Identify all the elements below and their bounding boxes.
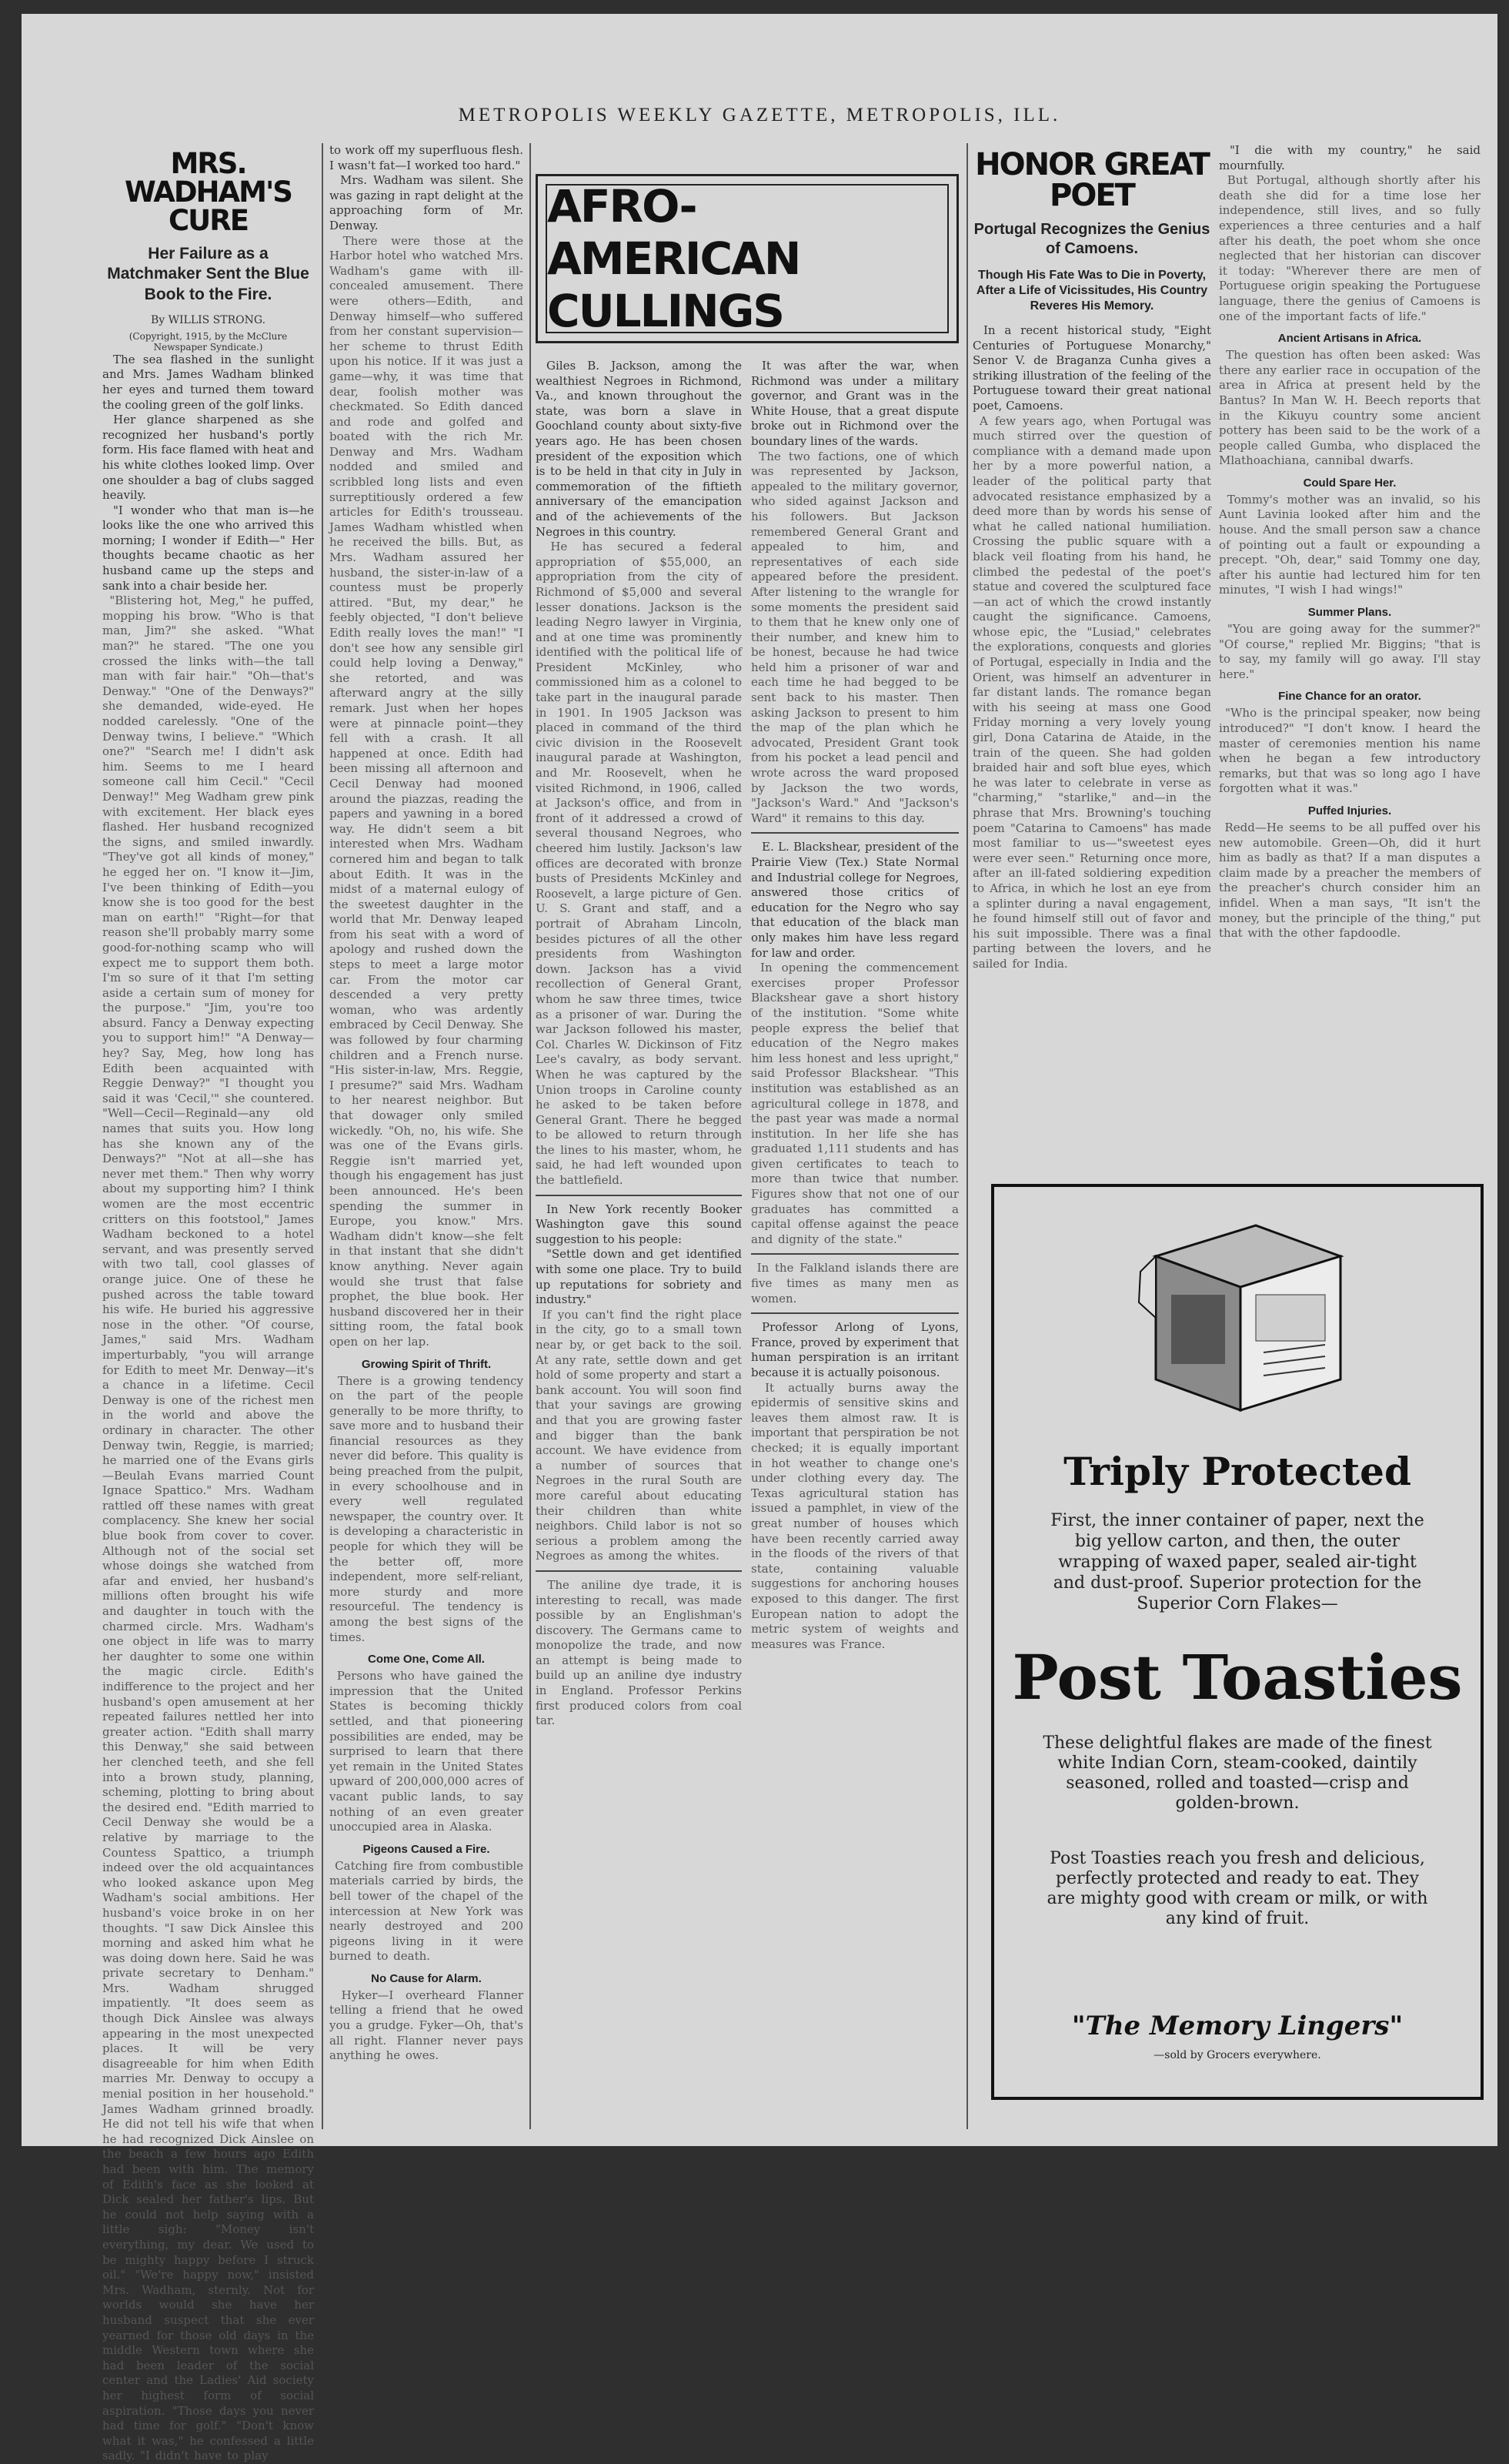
subhead: Come One, Come All.	[368, 1653, 485, 1667]
subhead: Ancient Artisans in Africa.	[1277, 332, 1422, 346]
article-paragraph: "Settle down and get identified with some one place. Try to build up reputations for sobriety and industry."	[536, 1247, 742, 1307]
divider	[751, 1312, 959, 1314]
subhead: Could Spare Her.	[1303, 476, 1397, 490]
article-text-continued: He has secured a federal appropriation of $55,000, an appropriation from the city of Richmond of $5,000 and several lesser donations. Jackson is the leading Negro lawyer in Virginia, and at one time was prominently identified with the political life of President McKinley, who commissioned him as a colonel to take part in the inaugural parade in 1901. In 1905 Jackson was placed in command of the third civic division in the Roosevelt inaugural parade at Washington, and Mr. Roosevelt, when he visited Richmond, in 1906, called at Jackson's office, and from in front of it addressed a crowd of several thousand Negroes, who cheered him lustily. Jackson's law offices are decorated with bronze busts of Presidents McKinley and Roosevelt, a large picture of Gen. U. S. Grant and staff, and a portrait of Abraham Lincoln, besides pictures of all the other presidents from Washington down. Jackson has a vivid recollection of General Grant, whom he saw three times, twice as a prisoner of war. During the war Jackson followed his master, Col. Charles W. Dickinson of Fitz Lee's cavalry, as body servant. When he was captured by the Union troops in Caroline county he asked to be taken before General Grant. There he begged to be allowed to return through the lines to his master, whom, he said, he had left wounded upon the battlefield.	[536, 540, 742, 1188]
article-text: Catching fire from combustible materials carried by birds, the bell tower of the chapel of the intercession at New York was nearly destroyed and 200 pigeons living in it were burned to death.	[329, 1858, 523, 1964]
article-text-continued: But Portugal, although shortly after his death she did for a time lose her independence, still lives, and so fully experiences a three centuries and a half after his death, the poet whom she once neglected that her historian can discover it today: "Wherever there are men of Portuguese origin speaking the Portuguese language, there the genius of Camoens is one of the important facts of life."	[1219, 173, 1481, 323]
byline: By WILLIS STRONG.	[150, 313, 266, 326]
article-paragraph: to work off my superfluous flesh. I wasn't fat—I worked too hard."	[329, 143, 523, 172]
subhead: Fine Chance for an orator.	[1278, 690, 1421, 704]
article-text-continued: "Blistering hot, Meg," he puffed, mopping his brow. "Who is that man, Jim?" she asked. "What man?" he stared. "The one you crossed the links with—the tall man with fair hair." "Oh—that's Denway." "One of the Denways?" she demanded, wide-eyed. He nodded carelessly. "One of the Denway twins, I believe." "Which one?" "Search me! I didn't ask him. Seems to me I heard someone call him Cecil." "Cecil Denway!" Meg Wadham grew pink with excitement. Her black eyes flashed. Her husband recognized the signs, and smiled inwardly. "They've got all kinds of money," he egged her on. "I know it—Jim, I've been thinking of Edith—you know she is too good for the best man on earth!" "Right—for that reason she'll probably marry some good-for-nothing scamp who will expect me to support them both. I'm so sure of it that I'm setting aside a certain sum of money for the purpose." "Jim, you're too absurd. Fancy a Denway expecting you to support him!" "A Denway—hey? Say, Meg, how long has Edith been acquainted with Reggie Denway?" "I thought you said it was 'Cecil,'" she countered. "Well—Cecil—Reginald—any old names that suits you. How long has she known any of the Denways?" "Not at all—she has never met them." Then why worry about my supporting him? I think women are the most eccentric critters on this footstool," James Wadham beckoned to a hotel servant, and was presently served with two tall, cool glasses of orange juice. One of these he pushed across the table toward his wife. He buried his aggressive nose in the other. "Of course, James," said Mrs. Wadham imperturbably, "you will arrange for Edith to meet Mr. Denway—it's a chance in a lifetime. Cecil Denway is one of the richest men in the world and above the ordinary in character. The other Denway twin, Reggie, is married; he married one of the Evans girls—Beulah Evans married Count Ignace Spattico." Mrs. Wadham rattled off these names with great complacency. She knew her social blue book from cover to cover. Although not of the social set whose doings she watched from afar and envied, her husband's millions often brought his wife and daughter in touch with the charmed circle. Mrs. Wadham's one object in life was to marry her daughter to some one within the magic circle. Edith's indifference to the project and her husband's open amusement at her repeated failures nettled her into greater action. "Edith shall marry this Denway," she said between her clenched teeth, and she fell into a brown study, planning, scheming, plotting to bring about the desired end. "Edith married to Cecil Denway she would be a relative by marriage to the Countess Spattico, a triumph indeed over the old acquaintances who looked askance upon Meg Wadham's social ambitions. Her husband's voice broke in on her thoughts. "I saw Dick Ainslee this morning and asked him what he was doing down here. Said he was private secretary to Denham." Mrs. Wadham shrugged impatiently. "It does seem as though Dick Ainslee was always appearing in the most unexpected places. It will be very disagreeable for him when Edith marries Mr. Denway to occupy a menial position in her household." James Wadham grinned broadly. He did not tell his wife that when he had recognized Dick Ainslee on the beach a few hours ago Edith had been with him. The memory of Edith's face as she looked at Dick sealed her father's lips. But he could not help saying with a little sigh: "Money isn't everything, my dear. We used to be mighty happy before I struck oil." "We're happy now," insisted Mrs. Wadham, sternly. Not for worlds would she have her husband suspect that she ever yearned for those old days in the middle Western town where she had been leader of the social center and the Ladies' Aid society her highest form of social aspiration. "Those days you never had time for golf." "Don't know what it was," he confessed a little sadly. "I didn't have to play	[102, 593, 314, 2463]
divider	[751, 832, 959, 834]
deck: Portugal Recognizes the Genius of Camoens.	[973, 221, 1210, 257]
column-6	[1219, 143, 1481, 1175]
post-toasties-advertisement	[991, 1184, 1484, 2100]
headline-mrs-wadhams-cure: MRS. WADHAM'S CURE	[125, 147, 292, 237]
copyright-line: (Copyright, 1915, by the McClure Newspaper Syndicate.)	[129, 330, 288, 353]
ad-body-2: These delightful flakes are made of the finest white Indian Corn, steam-cooked, daintily seasoned, rolled and toasted—crisp and golden-brown.	[1043, 1733, 1432, 1813]
article-text-continued: It actually burns away the epidermis of sensitive skins and leaves them almost raw. It is important that perspiration be not checked; it is equally important in hot weather to change one's under clothing every day. The Texas agricultural station has issued a pamphlet, in view of the great number of houses which have been recently carried away in the floods of the rivers of that state, containing valuable suggestions for anchoring houses exposed to this danger. The first European nation to adopt the metric system of weights and measures was France.	[751, 1380, 959, 1651]
article-text-continued: There were those at the Harbor hotel who watched Mrs. Wadham's game with ill-concealed amusement. There were others—Edith, and Denway himself—who suffered from her constant supervision—her scheme to thrust Edith upon his notice. If it was just a game—why, it was time that dear, foolish mother was checkmated. So Edith danced and rode and golfed and boated with the rich Mr. Denway and Mrs. Wadham nodded and smiled and scribbled long lists and even surreptitiously ordered a few articles for Edith's trousseau. James Wadham whistled when he received the bills. But, as Mrs. Wadham assured her husband, the sister-in-law of a countess must be properly attired. "But, my dear," he feebly objected, "I don't believe Edith really loves the man!" "I don't see how any sensible girl could help loving a Denway," she retorted, and was afterward angry at the silly remark. Just when her hopes were at pinnacle point—they fell with a crash. It all happened at once. Edith had been missing all afternoon and Cecil Denway had mooned around the piazzas, reading the papers and yawning in a bored way. He didn't seem a bit interested when Mrs. Wadham cornered him and began to talk about Edith. It was in the midst of a maternal eulogy of the sweetest daughter in the world that Mr. Denway leaped from his seat with a word of apology and rushed down the steps to meet a large motor car. From the motor car descended a very pretty woman, who was ardently embraced by Cecil Denway. She was followed by four charming children and a French nurse. "His sister-in-law, Mrs. Reggie, I presume?" said Mrs. Wadham to her nearest neighbor. But that dowager only smiled wickedly. "Oh, no, his wife. She was one of the Evans girls. Reggie isn't married yet, though his engagement has just been announced. He's been spending the summer in Europe, you know." Mrs. Wadham didn't know—she felt in that instant that she didn't know anything. Never again would she trust that false prophet, the blue book. Her husband discovered her in their sitting room, the fatal book open on her lap.	[329, 233, 523, 1349]
column-3	[536, 359, 742, 2129]
article-text: The aniline dye trade, it is interesting to recall, was made possible by an Englishman's discovery. The Germans came to monopolize the trade, and now an attempt is being made to build up an aniline dye industry in England. Professor Perkins first produced colors from coal tar.	[536, 1577, 742, 1728]
headline-afro-american-cullings: AFRO-AMERICAN CULLINGS	[547, 180, 800, 337]
column-rule	[529, 143, 531, 2129]
divider	[536, 1570, 742, 1572]
article-paragraph: "I wonder who that man is—he looks like the one who arrived this morning; I wonder if Edith—" Her thoughts became chaotic as her husband came up the steps and sank into a chair beside her.	[102, 503, 314, 593]
article-paragraph: It was after the war, when Richmond was under a military governor, and Grant was in the White House, that a great dispute broke out in Richmond over the boundary lines of the wards.	[751, 359, 959, 448]
column-rule	[966, 143, 968, 2129]
divider	[751, 1253, 959, 1255]
article-text: Tommy's mother was an invalid, so his Aunt Lavinia looked after him and the house. And the small person saw a chance of pointing out a fault or expounding a precept. "Oh, dear," said Tommy one day, after his auntie had lectured him for ten minutes, "I wish I had wings!"	[1219, 492, 1481, 597]
article-paragraph: Mrs. Wadham was silent. She was gazing in rapt delight at the approaching form of Mr. Denway.	[329, 173, 523, 232]
subhead: Summer Plans.	[1307, 606, 1392, 620]
divider	[536, 1195, 742, 1196]
article-text-continued: A few years ago, when Portugal was much stirred over the question of compliance with a demand made upon her by a more powerful nation, a leader of the political party that advocated resistance emphasized by a deed more than by words his sense of what he called national humiliation. Crossing the public square with a black veil floating from his hand, he climbed the pedestal of the poet's statue and covered the sculptured face—an act of which the crowd instantly caught the significance. Camoens, whose epic, the "Lusiad," celebrates the explorations, conquests and glories of Portugal, especially in India and the Orient, was himself an adventurer in far distant lands. The romance began with his seeing at mass one Good Friday morning a very lovely young girl, Dona Catarina de Ataide, in the train of the queen. She had golden braided hair and soft blue eyes, which he was later to celebrate in verse as "charming," "starlike," and—in the phrase that Mrs. Browning's touching poem "Catarina to Camoens" has made most familiar to us—"sweetest eyes were ever seen." Returning once more, after an ill-fated soldiering expedition to Africa, in which he lost an eye from a splinter during a naval engagement, he found himself still out of favor and his suit impossible. There was a final parting between the lovers, and he sailed for India.	[973, 413, 1211, 971]
column-4	[751, 359, 959, 2129]
article-text-continued: In opening the commencement exercises proper Professor Blackshear gave a short history of the institution. "Some white people express the belief that education of the Negro makes him less honest and less upright," said Professor Blackshear. "This institution was established as an agricultural college in 1878, and the past year was made a normal institution. In her life she has graduated 1,111 students and has given certificates to teach to more than twice that number. Figures show that not one of our graduates has committed a capital offense against the peace and dignity of the state."	[751, 961, 959, 1246]
subdeck: Though His Fate Was to Die in Poverty, After a Life of Vicissitudes, His Country Reveres His Memory.	[976, 269, 1208, 313]
column-rule	[322, 143, 323, 2129]
article-paragraph: In New York recently Booker Washington gave this sound suggestion to his people:	[536, 1202, 742, 1246]
article-text-continued: The two factions, one of which was represented by Jackson, appealed to the military governor, who sided against Jackson and his followers. But Jackson remembered General Grant and appealed to him, and representatives of each side appeared before the president. After listening to the wrangle for some moments the president said to them that he knew only one of their number, and knew him to be honest, because he had twice held him a prisoner of war and each time he had begged to be sent back to his master. Then asking Jackson to present to him the map of the plan which he advocated, President Grant took from his pocket a lead pencil and wrote across the ward proposed by Jackson the two words, "Jackson's Ward." And "Jackson's Ward" it remains to this day.	[751, 449, 959, 825]
masthead: METROPOLIS WEEKLY GAZETTE, METROPOLIS, ILL.	[458, 105, 1061, 125]
article-text: In the Falkland islands there are five times as many men as women.	[751, 1261, 959, 1306]
subhead: Puffed Injuries.	[1307, 804, 1392, 817]
article-paragraph: Professor Arlong of Lyons, France, proved by experiment that human perspiration is an irritant because it is actually poisonous.	[751, 1320, 959, 1379]
article-text: "Who is the principal speaker, now being introduced?" "I don't know. I heard the master of ceremonies mention his name when he began a few introductory remarks, but that was so long ago I have forgotten what it was."	[1219, 706, 1481, 796]
deck: Her Failure as a Matchmaker Sent the Blue Book to the Fire.	[107, 245, 309, 303]
ad-footer: —sold by Grocers everywhere.	[1153, 2049, 1321, 2061]
ad-headline: Triply Protected	[1063, 1449, 1411, 1494]
article-text: Hyker—I overheard Flanner telling a friend that he owed you a grudge. Fyker—Oh, that's all right. Flanner never pays anything he owes.	[329, 1988, 523, 2063]
subhead: No Cause for Alarm.	[371, 1971, 482, 1985]
headline-honor-great-poet: HONOR GREAT POET	[975, 147, 1209, 213]
article-paragraph: Her glance sharpened as she recognized her husband's portly form. His face flamed with heat and his white clothes looked limp. Over one shoulder a bag of clubs sagged heavily.	[102, 413, 314, 503]
afro-american-cullings-headline-box	[536, 174, 959, 343]
headline-frame	[546, 180, 949, 337]
subhead: Pigeons Caused a Fire.	[362, 1842, 490, 1856]
newspaper-page	[22, 14, 1497, 2463]
article-paragraph: The sea flashed in the sunlight and Mrs. James Wadham blinked her eyes and turned them toward the cooling green of the golf links.	[102, 352, 314, 412]
article-text: There is a growing tendency on the part of the people generally to be more thrifty, to save more and to husband their financial resources as they never did before. This quality is being preached from the pulpit, in every schoolhouse and in every well regulated newspaper, the country over. It is developing a characteristic in people for which they will be the better off, more independent, more self-reliant, more sturdy and more resourceful. The tendency is among the best signs of the times.	[329, 1373, 523, 1644]
article-text: "You are going away for the summer?" "Of course," replied Mr. Biggins; "that is to say, my family will go away. I'll stay here."	[1219, 622, 1481, 681]
article-text: Persons who have gained the impression that the United States is becoming thickly settled, and that pioneering possibilities are ended, may be surprised to learn that there yet remain in the United States upward of 200,000,000 acres of vacant public lands, to say nothing of an even greater unoccupied area in Alaska.	[329, 1669, 523, 1834]
ad-slogan: "The Memory Lingers"	[1071, 2011, 1404, 2041]
column-1	[102, 143, 314, 2463]
ad-brand-name: Post Toasties	[1012, 1641, 1463, 1713]
cereal-box-illustration	[1125, 1202, 1356, 1418]
ad-body-1: First, the inner container of paper, next the big yellow carton, and then, the outer wrapping of waxed paper, sealed air-tight and dust-proof. Superior protection for the Superior Corn Flakes—	[1050, 1511, 1424, 1613]
subhead: Growing Spirit of Thrift.	[361, 1357, 492, 1371]
article-paragraph: "I die with my country," he said mournfully.	[1219, 143, 1481, 172]
article-text: Redd—He seems to be all puffed over his new automobile. Green—Oh, did it hurt him as badly as that? If a man disputes a claim made by a preacher the members of the preacher's church consider him an infidel. When a man says, "It isn't the money, but the principle of the thing," put that with the other fapdoodle.	[1219, 820, 1481, 941]
article-paragraph: In a recent historical study, "Eight Centuries of Portuguese Monarchy," Senor V. de Braganza Cunha gives a striking illustration of the feeling of the Portuguese toward their great national poet, Camoens.	[973, 323, 1211, 413]
article-text: The question has often been asked: Was there any earlier race in occupation of the area in Africa at present held by the Bantus? In Man W. H. Beech reports that in the Kikuyu country some ancient pottery has been said to be the work of a people called Gumba, who displaced the Mlathoachiana, cannibal dwarfs.	[1219, 348, 1481, 468]
article-text-continued: If you can't find the right place in the city, go to a small town near by, or get back to the soil. At any rate, settle down and get hold of some property and start a bank account. You will soon find that your savings are growing and that you are growing faster and bigger than the bank account. We have evidence from a number of sources that Negroes in the rural South are more careful about educating their children than white neighbors. Child labor is not so serious a problem among the Negroes as among the whites.	[536, 1307, 742, 1563]
article-paragraph: E. L. Blackshear, president of the Prairie View (Tex.) State Normal and Industrial college for Negroes, answered those critics of education for the Negro who say that education of the black man only makes him have less regard for law and order.	[751, 840, 959, 960]
ad-body-3: Post Toasties reach you fresh and delicious, perfectly protected and ready to eat. They are mighty good with cream or milk, or with any kind of fruit.	[1047, 1849, 1428, 1928]
column-2	[329, 143, 523, 2129]
article-paragraph: Giles B. Jackson, among the wealthiest Negroes in Richmond, Va., and known throughout the state, was born a slave in Goochland county about sixty-five years ago. He has been chosen president of the exposition which is to be held in that city in July in commemoration of the fiftieth anniversary of the emancipation and of the achievements of the Negroes in this country.	[536, 359, 742, 539]
